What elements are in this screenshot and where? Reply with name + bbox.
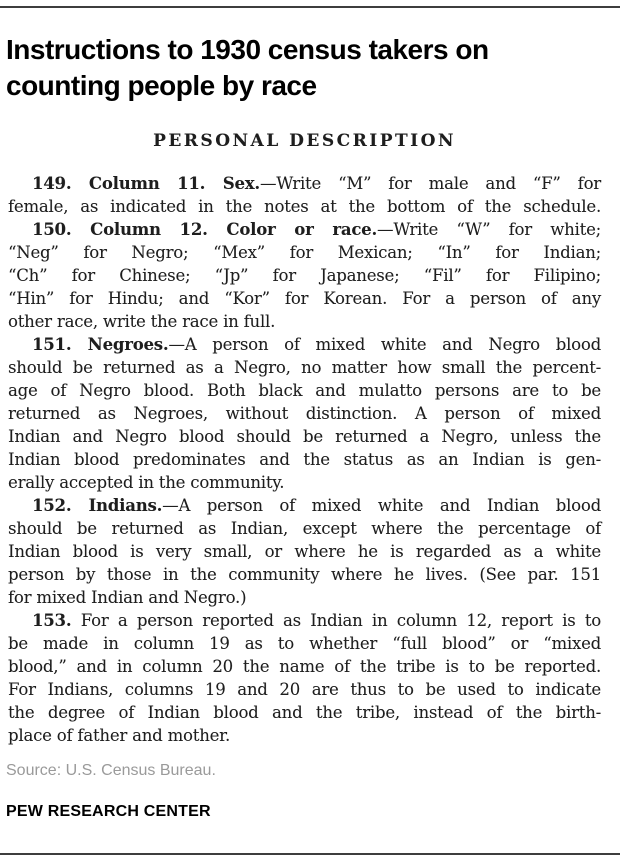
scan-line — [8, 379, 601, 402]
scan-text: be made in column 19 as to whether “full blood” or “mixed — [8, 634, 601, 653]
scan-line — [8, 586, 601, 609]
figure-title-line1: Instructions to 1930 census takers on — [6, 34, 489, 65]
scan-text: —Write “M” for male and “F” for — [259, 174, 601, 193]
scan-line — [8, 724, 601, 747]
scan-bold-text: 151. Negroes. — [32, 335, 169, 354]
scan-line — [8, 310, 601, 333]
scan-bold-text: 149. Column 11. Sex. — [32, 174, 260, 193]
scan-bold-text: 153. — [32, 611, 72, 630]
scan-line — [8, 425, 601, 448]
scan-text: “Ch” for Chinese; “Jp” for Japanese; “Fil” for Filipino; — [8, 266, 601, 285]
scan-line — [8, 287, 601, 310]
scan-text: place of father and mother. — [8, 726, 231, 745]
scan-text: other race, write the race in full. — [8, 312, 276, 331]
scanned-document — [8, 130, 601, 747]
scan-text: should be returned as Indian, except where the percentage of — [8, 519, 601, 538]
top-divider — [0, 6, 620, 8]
scan-text: —A person of mixed white and Indian blood — [162, 496, 601, 515]
scan-text: —A person of mixed white and Negro blood — [168, 335, 601, 354]
figure-title-line2: counting people by race — [6, 70, 317, 101]
scan-text: the degree of Indian blood and the tribe, instead of the birth- — [8, 703, 601, 722]
scan-text: For a person reported as Indian in column 12, report is to — [71, 611, 601, 630]
scan-text: blood,” and in column 20 the name of the tribe is to be reported. — [8, 657, 601, 676]
document-heading: PERSONAL DESCRIPTION — [153, 131, 456, 151]
scan-text: female, as indicated in the notes at the bottom of the schedule. — [8, 197, 601, 216]
bottom-divider — [0, 853, 620, 855]
scan-text: returned as Negroes, without distinction. A person of mixed — [8, 404, 601, 423]
scan-text: “Neg” for Negro; “Mex” for Mexican; “In” for Indian; — [8, 243, 601, 262]
source-note: Source: U.S. Census Bureau. — [6, 762, 216, 779]
scan-line — [8, 678, 601, 701]
scan-text: —Write “W” for white; — [377, 220, 601, 239]
scan-line — [8, 264, 601, 287]
scan-text: “Hin” for Hindu; and “Kor” for Korean. For a person of any — [8, 289, 601, 308]
scan-line — [8, 655, 601, 678]
scan-bold-text: 152. Indians. — [32, 496, 163, 515]
scan-text: should be returned as a Negro, no matter how small the percent- — [8, 358, 601, 377]
scan-line — [8, 356, 601, 379]
scan-line — [8, 609, 601, 632]
scan-text: Indian blood is very small, or where he is regarded as a white — [8, 542, 601, 561]
scan-line — [8, 494, 601, 517]
scan-line — [8, 517, 601, 540]
scan-text: person by those in the community where he lives. (See par. 151 — [8, 565, 601, 584]
scan-text: Indian and Negro blood should be returned a Negro, unless the — [8, 427, 601, 446]
scan-text: erally accepted in the community. — [8, 473, 285, 492]
scan-line — [8, 448, 601, 471]
scan-line — [8, 402, 601, 425]
scan-text: For Indians, columns 19 and 20 are thus to be used to indicate — [8, 680, 601, 699]
scan-bold-text: 150. Column 12. Color or race. — [32, 220, 378, 239]
scan-line — [8, 701, 601, 724]
document-body — [8, 172, 601, 747]
scan-line — [8, 241, 601, 264]
scan-line — [8, 563, 601, 586]
scan-text: age of Negro blood. Both black and mulatto persons are to be — [8, 381, 601, 400]
scan-text: Indian blood predominates and the status as an Indian is gen- — [8, 450, 601, 469]
scan-text: for mixed Indian and Negro.) — [8, 588, 247, 607]
scan-line — [8, 333, 601, 356]
scan-line — [8, 632, 601, 655]
scan-line — [8, 471, 601, 494]
figure-title — [6, 32, 610, 104]
scan-line — [8, 195, 601, 218]
scan-line — [8, 540, 601, 563]
scan-line — [8, 172, 601, 195]
scan-line — [8, 218, 601, 241]
pew-research-center-wordmark: PEW RESEARCH CENTER — [6, 803, 211, 820]
